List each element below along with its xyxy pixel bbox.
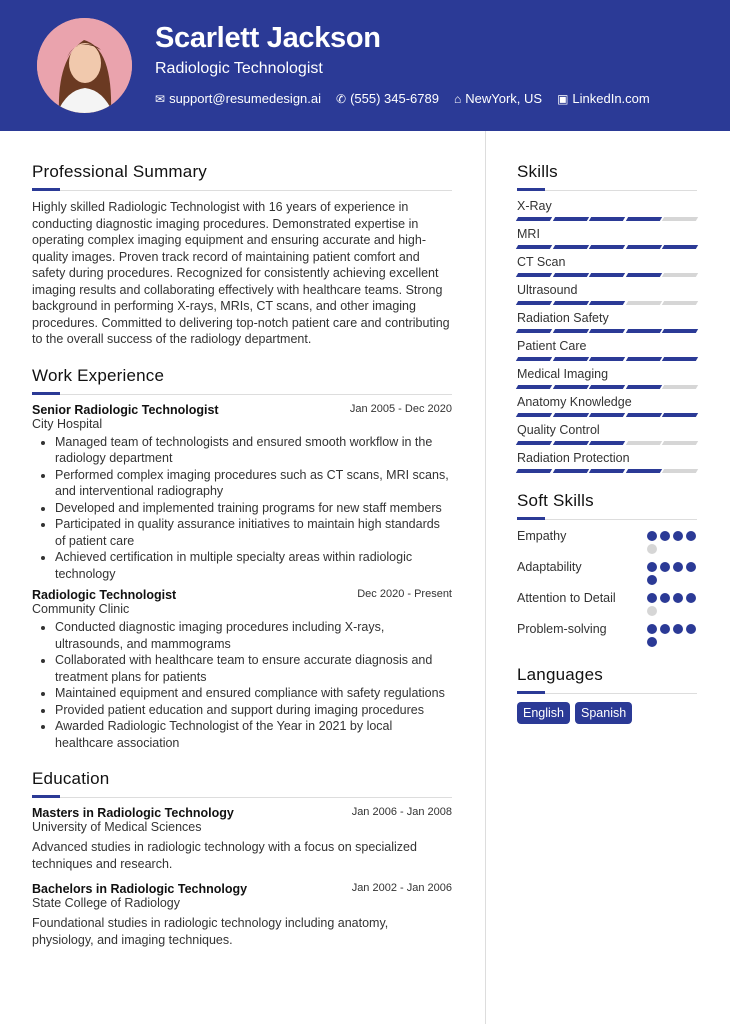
soft-skills-section (517, 491, 697, 647)
skill-level-segment (626, 441, 662, 445)
skill-item (517, 451, 697, 473)
phone-icon: ✆ (336, 92, 347, 106)
email-text: support@resumedesign.ai (169, 91, 322, 106)
soft-skill-name: Problem-solving (517, 622, 607, 636)
rating-dot (660, 593, 670, 603)
skill-level-segment (662, 385, 698, 389)
rating-dot (686, 624, 696, 634)
skills-section (517, 162, 697, 473)
profile-photo (37, 18, 132, 113)
skill-level-segment (626, 385, 662, 389)
rating-dot (647, 637, 657, 647)
rating-dot (673, 593, 683, 603)
education-entry (32, 882, 452, 948)
skill-item (517, 423, 697, 445)
candidate-name: Scarlett Jackson (155, 22, 381, 54)
skill-level-segment (552, 301, 588, 305)
skill-level-bar (517, 357, 697, 361)
job-org: City Hospital (32, 416, 103, 431)
job-bullet: • Achieved certification in multiple specialty areas within radiologic technology (55, 549, 452, 582)
envelope-icon: ✉ (155, 92, 166, 106)
soft-skill-rating (647, 559, 697, 585)
location-text: NewYork, US (465, 91, 543, 106)
skill-name: Radiation Protection (517, 451, 630, 465)
skill-level-segment (662, 441, 698, 445)
skill-level-segment (589, 413, 625, 417)
skill-item (517, 339, 697, 361)
skill-name: Medical Imaging (517, 367, 609, 381)
job-header (32, 588, 452, 602)
rating-dot (647, 575, 657, 585)
education-entry (32, 806, 452, 872)
rating-dot (686, 531, 696, 541)
education-description: Advanced studies in radiologic technology with a focus on specialized techniques and research. (32, 840, 417, 871)
skill-item (517, 311, 697, 333)
rating-dot (673, 562, 683, 572)
skill-item (517, 227, 697, 249)
soft-skill-item (517, 621, 697, 647)
skill-level-segment (662, 217, 698, 221)
skill-level-segment (662, 245, 698, 249)
sidebar-column (517, 162, 697, 742)
skill-level-segment (626, 245, 662, 249)
experience-section (32, 366, 452, 752)
skill-name: Ultrasound (517, 283, 578, 297)
contact-email[interactable] (155, 91, 321, 106)
column-divider (485, 131, 486, 1024)
section-heading: Work Experience (32, 366, 452, 395)
job-header (32, 403, 452, 417)
skill-level-bar (517, 441, 697, 445)
education-description: Foundational studies in radiologic technology including anatomy, physiology, and imaging techniques. (32, 916, 389, 947)
skill-name: Patient Care (517, 339, 587, 353)
section-heading: Education (32, 769, 452, 798)
skill-level-segment (589, 441, 625, 445)
rating-dot (647, 593, 657, 603)
skill-level-segment (589, 469, 625, 473)
skill-level-segment (516, 245, 552, 249)
skill-level-segment (552, 273, 588, 277)
job-bullets (32, 434, 452, 583)
skill-level-segment (552, 441, 588, 445)
skill-name: CT Scan (517, 255, 566, 269)
skill-level-segment (662, 413, 698, 417)
skill-level-segment (626, 217, 662, 221)
rating-dot (673, 531, 683, 541)
skill-level-bar (517, 469, 697, 473)
education-header (32, 882, 452, 896)
summary-section (32, 162, 452, 348)
skill-item (517, 283, 697, 305)
job-entry (32, 403, 452, 583)
job-org: Community Clinic (32, 602, 130, 616)
rating-dot (660, 531, 670, 541)
section-heading: Skills (517, 162, 697, 191)
skill-name: X-Ray (517, 199, 552, 213)
skill-level-segment (552, 217, 588, 221)
language-badge: English (517, 702, 570, 724)
summary-text: Highly skilled Radiologic Technologist with 16 years of experience in conducting diagnostic imaging procedures. Demonstrated expertise in operating complex imaging equipment and ensuring accurate and high-quality images. Proven track record of maintaining patient comfort and safety during procedures. Recognized for consistently achieving excellent imaging results and collaborating effectively with healthcare teams. Strong background in performing X-rays, MRIs, CT scans, and other imaging procedures. Committed to delivering top-notch patient care and contributing to the overall success of the radiology department. (32, 200, 450, 346)
skill-name: Anatomy Knowledge (517, 395, 632, 409)
education-header (32, 806, 452, 820)
skill-level-segment (516, 469, 552, 473)
job-bullet: • Participated in quality assurance initiatives to maintain high standards of patient care (55, 516, 452, 549)
job-bullet: • Collaborated with healthcare team to ensure accurate diagnosis and treatment plans for patients (55, 652, 452, 685)
skill-level-segment (516, 357, 552, 361)
skill-level-segment (516, 441, 552, 445)
skill-level-bar (517, 413, 697, 417)
candidate-title: Radiologic Technologist (155, 60, 323, 77)
skill-level-bar (517, 385, 697, 389)
rating-dot (647, 606, 657, 616)
contact-phone[interactable] (336, 91, 439, 106)
skill-level-bar (517, 329, 697, 333)
main-column (32, 162, 452, 966)
skill-item (517, 367, 697, 389)
soft-skill-name: Adaptability (517, 560, 582, 574)
skill-level-segment (589, 357, 625, 361)
skill-level-segment (552, 357, 588, 361)
languages-section (517, 665, 697, 724)
skill-level-segment (589, 301, 625, 305)
job-bullets (32, 619, 452, 751)
skill-level-bar (517, 273, 697, 277)
home-icon: ⌂ (453, 92, 462, 106)
skill-level-segment (589, 385, 625, 389)
skill-level-segment (516, 329, 552, 333)
skill-level-segment (626, 469, 662, 473)
skill-level-segment (662, 301, 698, 305)
job-bullet: • Provided patient education and support during imaging procedures (55, 702, 452, 719)
skill-name: MRI (517, 227, 540, 241)
job-bullet: • Developed and implemented training programs for new staff members (55, 500, 452, 517)
job-entry (32, 588, 452, 751)
skill-level-segment (662, 357, 698, 361)
skill-level-segment (516, 217, 552, 221)
skill-level-segment (626, 357, 662, 361)
school: University of Medical Sciences (32, 820, 202, 834)
school: State College of Radiology (32, 896, 181, 910)
skill-level-segment (516, 301, 552, 305)
skill-name: Radiation Safety (517, 311, 609, 325)
skill-level-segment (589, 273, 625, 277)
linkedin-icon: ▣ (557, 92, 569, 106)
skill-level-segment (589, 329, 625, 333)
skill-level-segment (552, 329, 588, 333)
skill-level-segment (552, 385, 588, 389)
job-date: Dec 2020 - Present (357, 588, 452, 600)
linkedin-text: LinkedIn.com (572, 91, 650, 106)
rating-dot (647, 624, 657, 634)
skill-item (517, 199, 697, 221)
skill-level-segment (552, 413, 588, 417)
soft-skill-name: Empathy (517, 529, 567, 543)
soft-skill-name: Attention to Detail (517, 591, 616, 605)
phone-text: (555) 345-6789 (350, 91, 439, 106)
soft-skill-item (517, 590, 697, 616)
skill-level-segment (516, 273, 552, 277)
resume-header (0, 0, 730, 131)
skill-name: Quality Control (517, 423, 600, 437)
skill-level-segment (626, 329, 662, 333)
section-heading: Soft Skills (517, 491, 697, 520)
soft-skill-rating (647, 590, 697, 616)
degree: Masters in Radiologic Technology (32, 806, 234, 820)
skill-level-segment (626, 413, 662, 417)
rating-dot (660, 624, 670, 634)
section-heading: Professional Summary (32, 162, 452, 191)
skill-level-segment (626, 273, 662, 277)
skill-level-segment (552, 469, 588, 473)
rating-dot (686, 593, 696, 603)
skill-level-segment (516, 385, 552, 389)
rating-dot (647, 544, 657, 554)
rating-dot (660, 562, 670, 572)
skill-level-segment (662, 329, 698, 333)
skill-level-segment (589, 217, 625, 221)
skill-level-segment (626, 301, 662, 305)
degree: Bachelors in Radiologic Technology (32, 882, 248, 896)
skill-level-segment (662, 469, 698, 473)
skill-level-segment (516, 413, 552, 417)
contact-location (454, 91, 542, 106)
skill-level-segment (662, 273, 698, 277)
soft-skill-rating (647, 528, 697, 554)
education-date: Jan 2002 - Jan 2006 (351, 882, 452, 894)
skill-level-bar (517, 245, 697, 249)
education-date: Jan 2006 - Jan 2008 (351, 806, 452, 818)
soft-skill-item (517, 528, 697, 554)
soft-skill-item (517, 559, 697, 585)
rating-dot (647, 562, 657, 572)
job-bullet: • Awarded Radiologic Technologist of the Year in 2021 by local healthcare association (55, 718, 452, 751)
skill-item (517, 255, 697, 277)
job-bullet: • Managed team of technologists and ensured smooth workflow in the radiology department (55, 434, 452, 467)
job-bullet: • Conducted diagnostic imaging procedures including X-rays, ultrasounds, and mammograms (55, 619, 452, 652)
skill-level-segment (552, 245, 588, 249)
job-bullet: • Maintained equipment and ensured compliance with safety regulations (55, 685, 452, 702)
contact-linkedin[interactable] (557, 91, 650, 106)
rating-dot (647, 531, 657, 541)
skill-level-segment (589, 245, 625, 249)
education-section (32, 769, 452, 948)
job-bullet: • Performed complex imaging procedures such as CT scans, MRI scans, and interventional radiography (55, 467, 452, 500)
job-date: Jan 2005 - Dec 2020 (349, 402, 452, 415)
skill-level-bar (517, 217, 697, 221)
soft-skill-rating (647, 621, 697, 647)
skill-item (517, 395, 697, 417)
skill-level-bar (517, 301, 697, 305)
section-heading: Languages (517, 665, 697, 694)
job-role: Radiologic Technologist (32, 588, 177, 602)
rating-dot (686, 562, 696, 572)
contact-info (155, 91, 650, 106)
language-badge: Spanish (575, 702, 632, 724)
rating-dot (673, 624, 683, 634)
job-role: Senior Radiologic Technologist (32, 402, 219, 417)
